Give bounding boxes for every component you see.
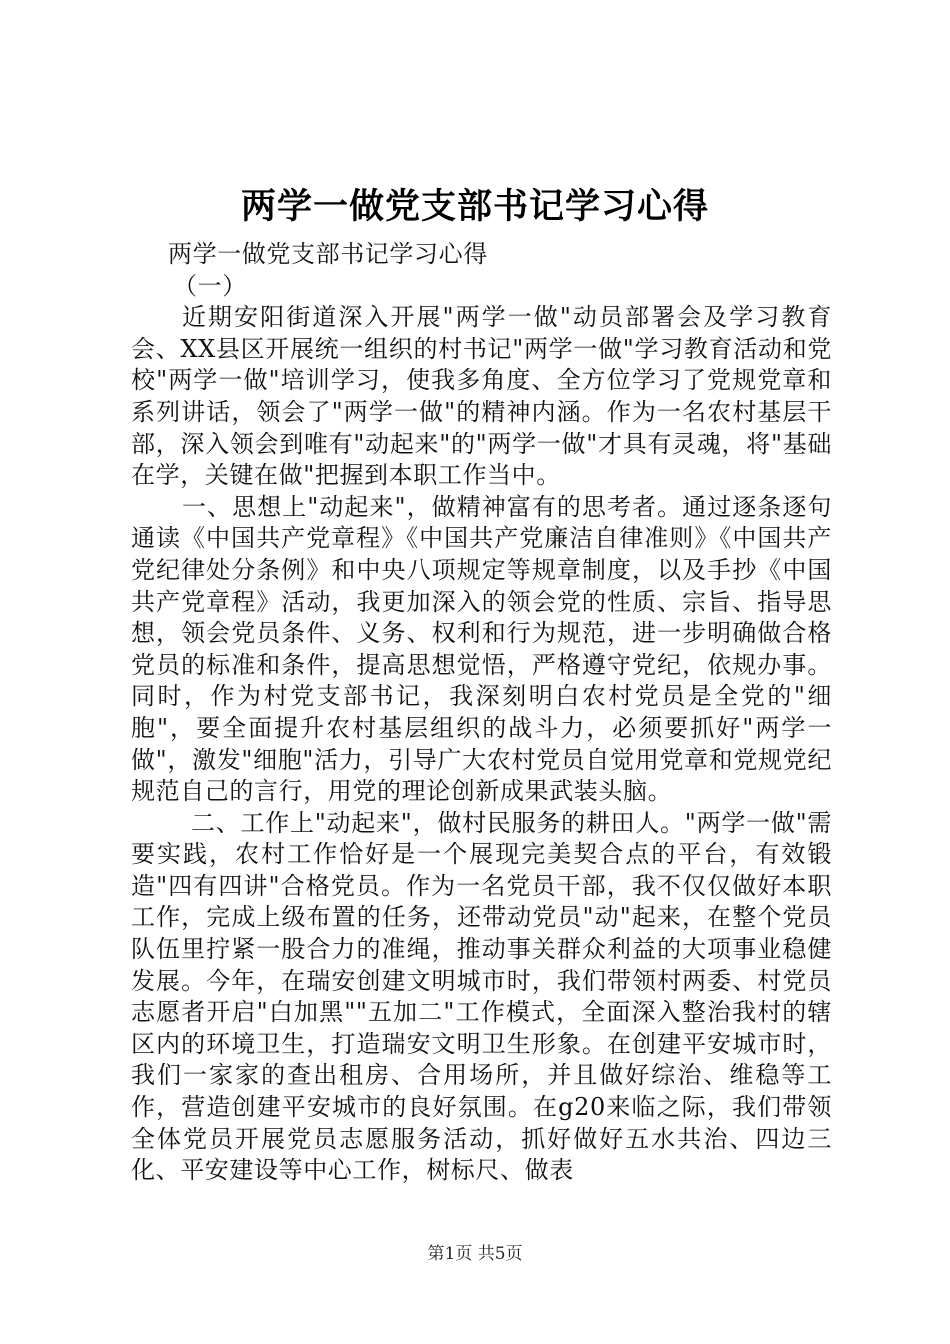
document-title: 两学一做党支部书记学习心得 bbox=[240, 186, 709, 227]
document-body bbox=[131, 239, 832, 1187]
page-footer: 第1页 共5页 bbox=[427, 1244, 523, 1264]
paragraph-thought: 一、思想上"动起来"，做精神富有的思考者。通过逐条逐句通读《中国共产党章程》《中国共产党廉洁自律准则》《中国共产党纪律处分条例》和中央八项规定等规章制度，以及手抄《中国共产党章程》活动，我更加深入的领会党的性质、宗旨、指导思想，领会党员条件、义务、权利和行为规范，进一步明确做合格党员的标准和条件，提高思想觉悟，严格遵守党纪，依规办事。同时，作为村党支部书记，我深刻明白农村党员是全党的"细胞"，要全面提升农村基层组织的战斗力，必须要抓好"两学一做"，激发"细胞"活力，引导广大农村党员自觉用党章和党规党纪规范自己的言行，用党的理论创新成果武装头脑。 bbox=[131, 492, 832, 806]
paragraph-work: 二、工作上"动起来"，做村民服务的耕田人。"两学一做"需要实践，农村工作恰好是一个展现完美契合点的平台，有效锻造"四有四讲"合格党员。作为一名党员干部，我不仅仅做好本职工作，完成上级布置的任务，还带动党员"动"起来，在整个党员队伍里拧紧一股合力的准绳，推动事关群众利益的大项事业稳健发展。今年，在瑞安创建文明城市时，我们带领村两委、村党员志愿者开启"白加黑""五加二"工作模式，全面深入整治我村的辖区内的环境卫生，打造瑞安文明卫生形象。在创建平安城市时，我们一家家的查出租房、合用场所，并且做好综治、维稳等工作，营造创建平安城市的良好氛围。在g20来临之际，我们带领全体党员开展党员志愿服务活动，抓好做好五水共治、四边三化、平安建设等中心工作，树标尺、做表 bbox=[131, 808, 832, 1185]
document-subtitle: 两学一做党支部书记学习心得 bbox=[168, 240, 488, 268]
paragraph-intro: 近期安阳街道深入开展"两学一做"动员部署会及学习教育会、XX县区开展统一组织的村书记"两学一做"学习教育活动和党校"两学一做"培训学习，使我多角度、全方位学习了党规党章和系列讲话，领会了"两学一做"的精神内涵。作为一名农村基层干部，深入领会到唯有"动起来"的"两学一做"才具有灵魂，将"基础在学，关键在做"把握到本职工作当中。 bbox=[131, 303, 832, 490]
section-marker: （一） bbox=[173, 271, 247, 300]
